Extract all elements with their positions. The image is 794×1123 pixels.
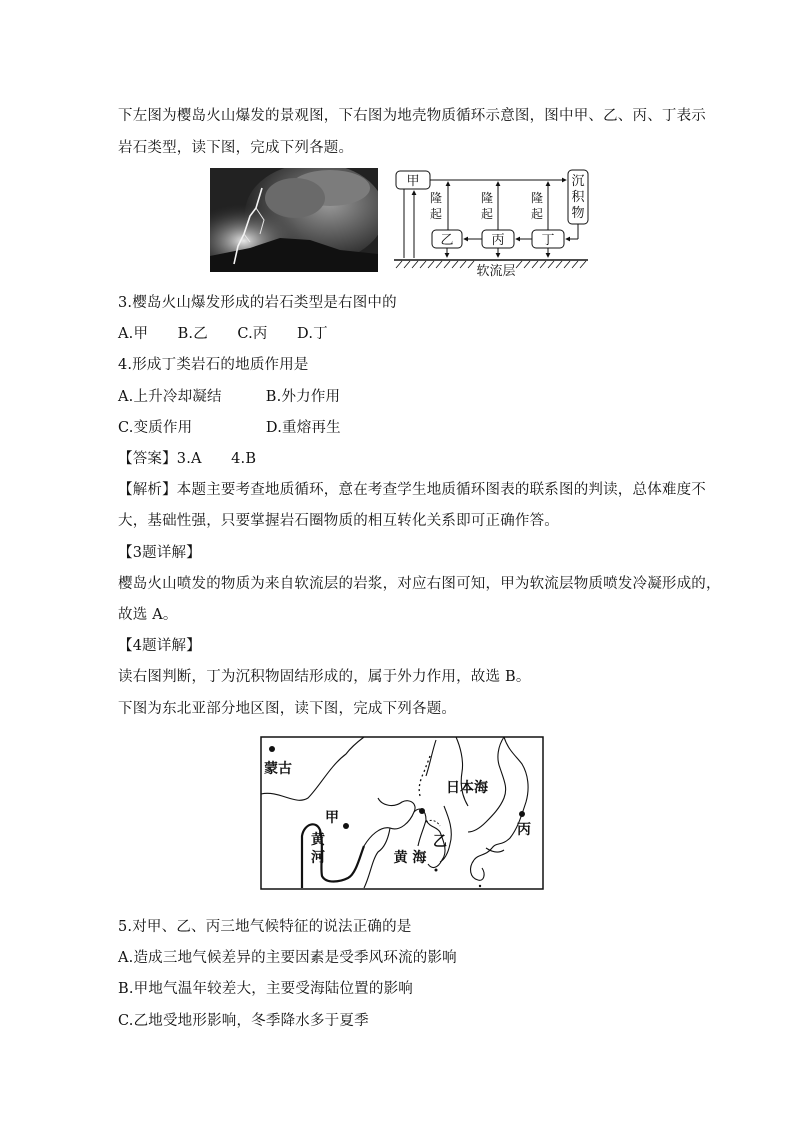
label-sediment-2: 积 — [571, 190, 585, 205]
label-yi: 乙 — [440, 233, 454, 248]
label-uplift-3b: 起 — [530, 207, 544, 221]
label-sea-of-japan: 日本海 — [446, 780, 488, 796]
rock-cycle-diagram — [392, 168, 592, 278]
label-bing: 丙 — [491, 233, 505, 248]
label-yi-map: 乙 — [433, 834, 447, 850]
label-yellow-river-1: 黄 — [311, 832, 325, 848]
point-yi — [419, 808, 425, 814]
q5-option-a: A.造成三地气候差异的主要因素是受季风环流的影响 — [118, 950, 457, 966]
q5-option-c: C.乙地受地形影响，冬季降水多于夏季 — [118, 1013, 369, 1029]
label-yellow-river-2: 河 — [311, 850, 325, 866]
point-bing — [519, 811, 525, 817]
label-uplift-2a: 隆 — [480, 191, 494, 205]
detail4-heading: 【4题详解】 — [118, 638, 201, 654]
volcano-photo — [210, 168, 378, 272]
detail3-line-1: 樱岛火山喷发的物质为来自软流层的岩浆，对应右图可知，甲为软流层物质喷发冷凝形成的， — [118, 576, 721, 592]
label-jia-map: 甲 — [325, 810, 339, 826]
intro2: 下图为东北亚部分地区图，读下图，完成下列各题。 — [118, 701, 457, 717]
intro-line-1: 下左图为樱岛火山爆发的景观图，下右图为地壳物质循环示意图，图中甲、乙、丙、丁表示 — [118, 108, 706, 124]
analysis-line-2: 大，基础性强，只要掌握岩石圈物质的相互转化关系即可正确作答。 — [118, 513, 559, 529]
label-mongolia: 蒙古 — [264, 761, 292, 777]
label-jia: 甲 — [406, 174, 420, 189]
point-mongolia — [269, 746, 275, 752]
label-yellow-sea: 黄 海 — [393, 850, 427, 866]
label-asthenosphere: 软流层 — [476, 264, 516, 278]
q5-option-b: B.甲地气温年较差大，主要受海陆位置的影响 — [118, 981, 413, 997]
detail4-line-1: 读右图判断，丁为沉积物固结形成的，属于外力作用，故选 B。 — [118, 669, 531, 685]
q3-stem: 3.樱岛火山爆发形成的岩石类型是右图中的 — [118, 295, 397, 311]
label-uplift-3a: 隆 — [530, 191, 544, 205]
label-uplift-1b: 起 — [429, 207, 443, 221]
label-uplift-1a: 隆 — [429, 191, 443, 205]
northeast-asia-map — [260, 736, 544, 890]
analysis-line-1: 【解析】本题主要考查地质循环，意在考查学生地质循环图表的联系图的判读，总体难度不 — [118, 482, 706, 498]
label-sediment-1: 沉 — [571, 174, 585, 189]
point-jia — [343, 823, 349, 829]
intro-line-2: 岩石类型，读下图，完成下列各题。 — [118, 140, 354, 156]
detail3-line-2: 故选 A。 — [118, 607, 178, 623]
q4-options-row-2: C.变质作用 D.重熔再生 — [118, 420, 341, 436]
label-uplift-2b: 起 — [480, 207, 494, 221]
label-bing-map: 丙 — [517, 822, 531, 838]
q4-stem: 4.形成丁类岩石的地质作用是 — [118, 357, 309, 373]
label-ding: 丁 — [541, 233, 555, 248]
q4-options-row-1: A.上升冷却凝结 B.外力作用 — [118, 389, 341, 405]
q3-options: A.甲 B.乙 C.丙 D.丁 — [118, 326, 328, 342]
q5-stem: 5.对甲、乙、丙三地气候特征的说法正确的是 — [118, 919, 412, 935]
detail3-heading: 【3题详解】 — [118, 545, 201, 561]
answer: 【答案】3.A 4.B — [118, 451, 257, 467]
label-sediment-3: 物 — [571, 206, 585, 221]
